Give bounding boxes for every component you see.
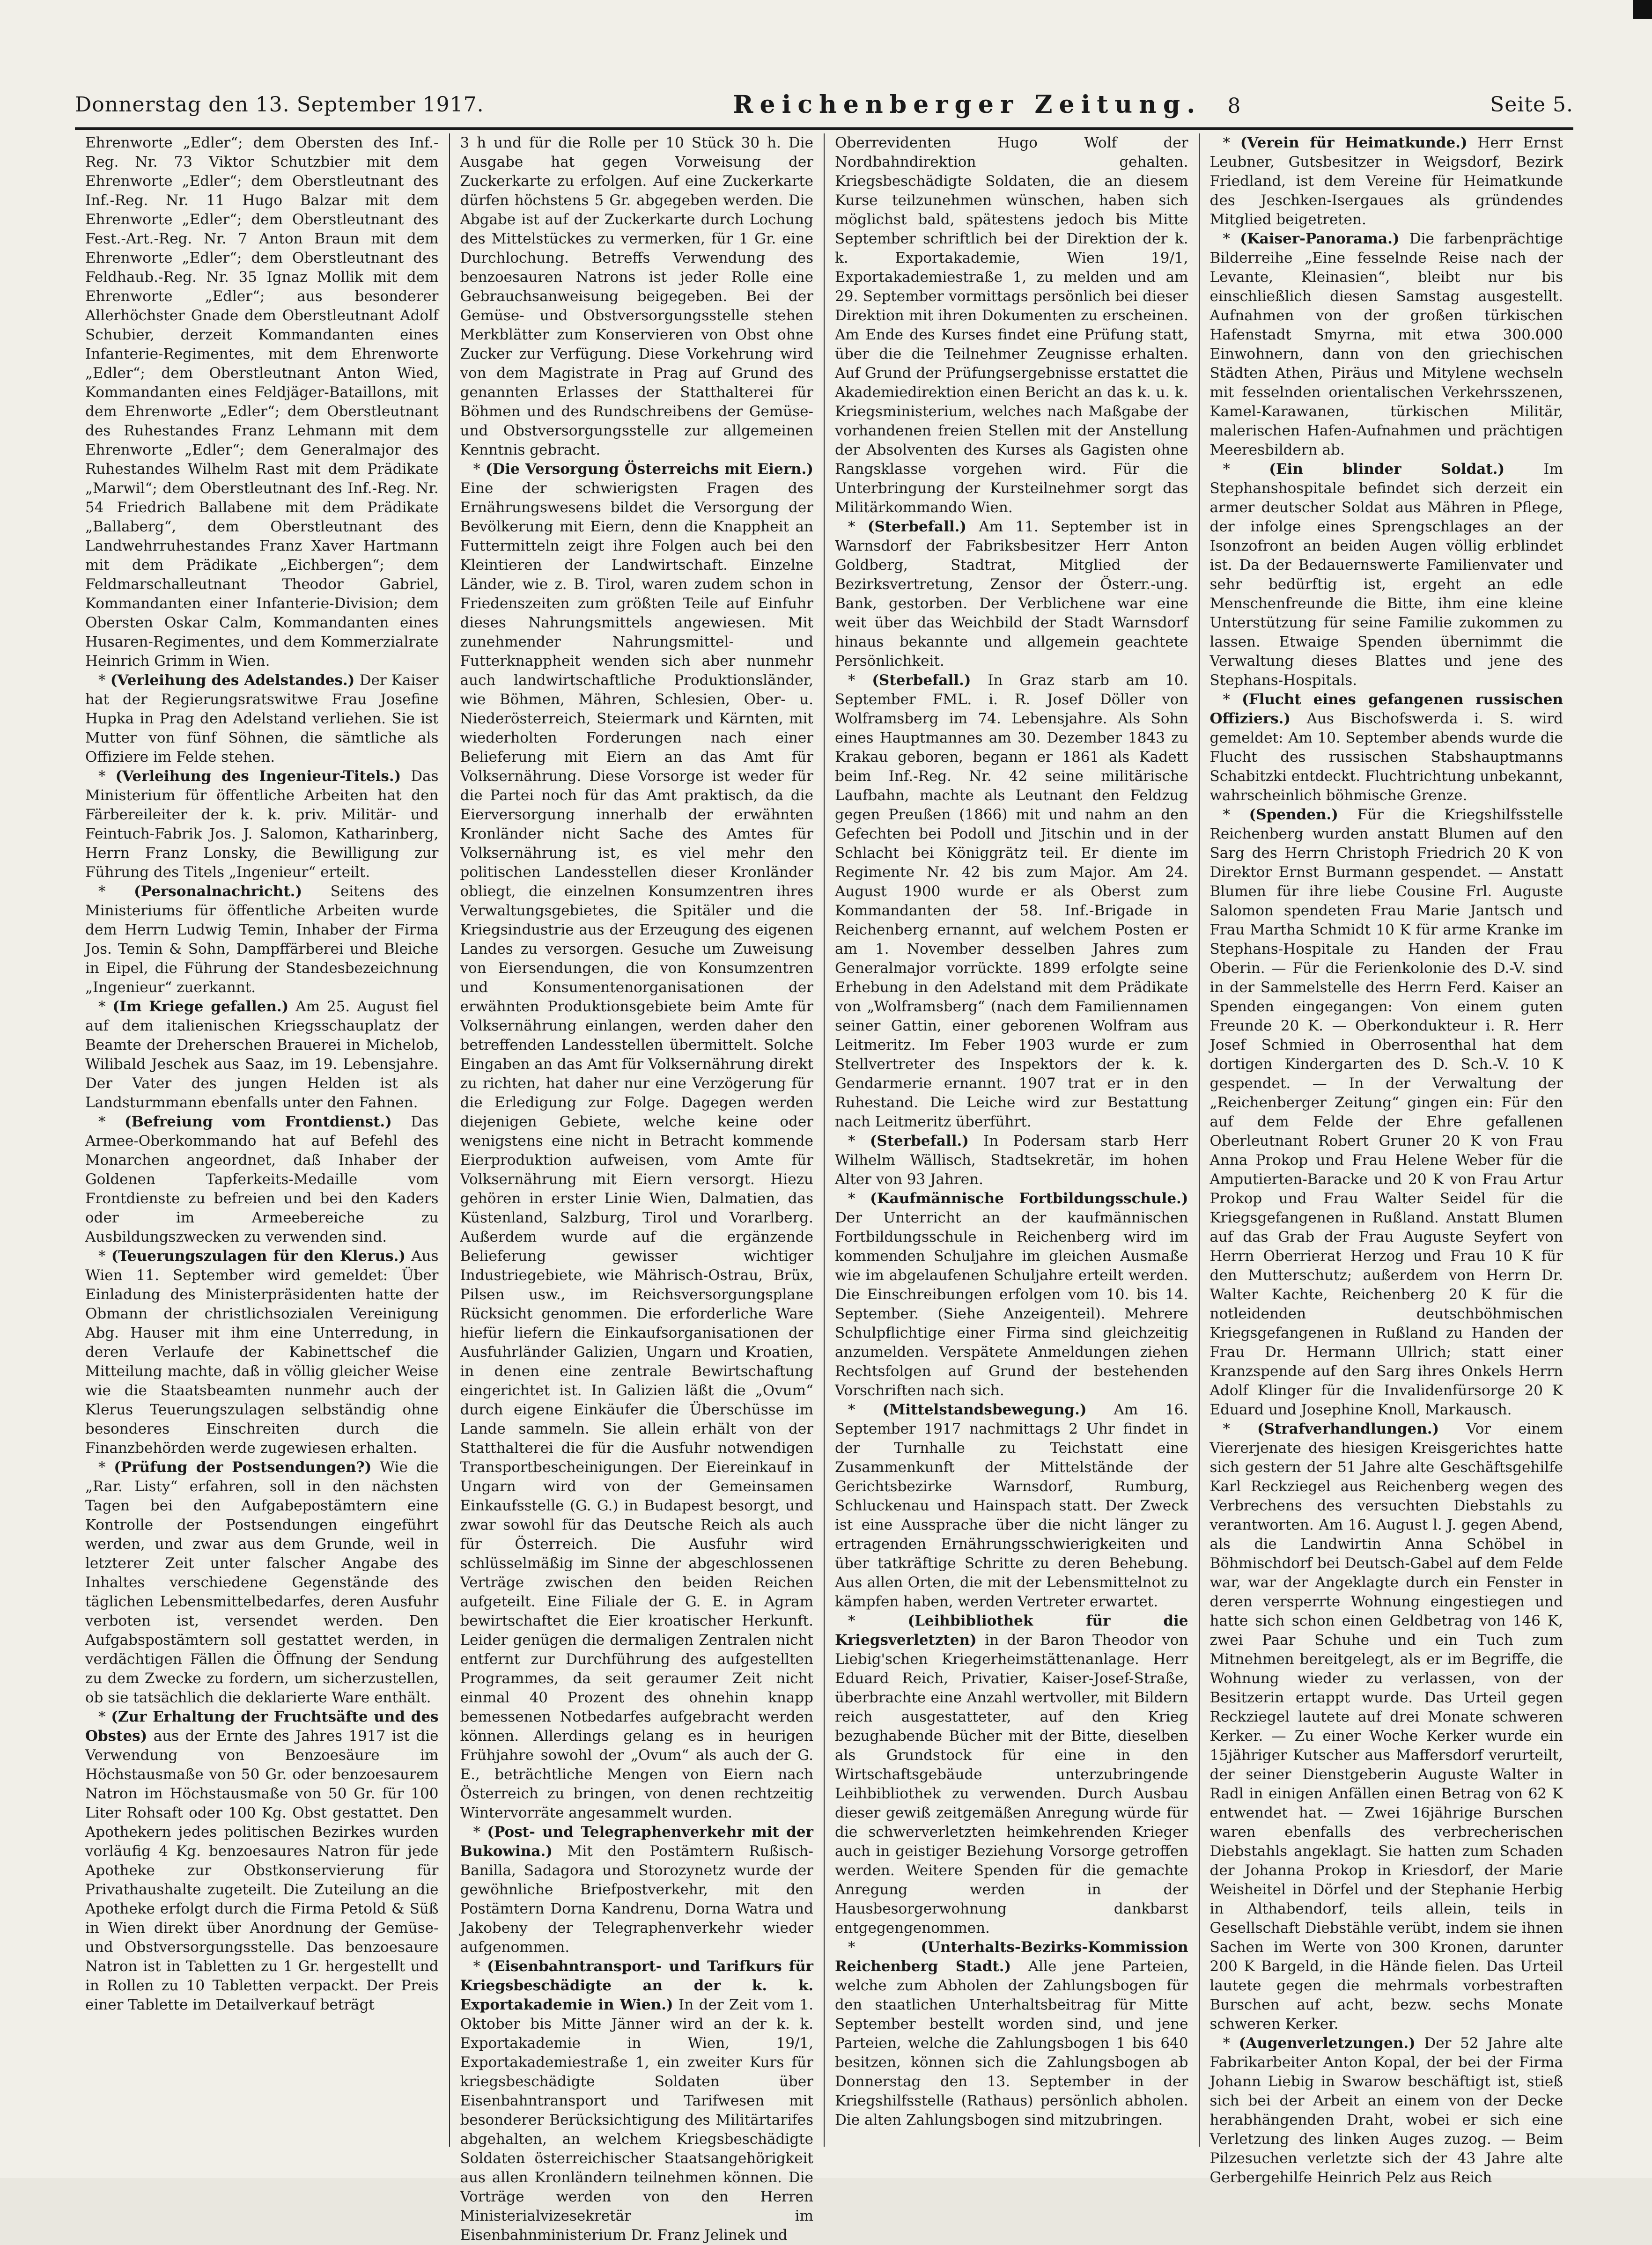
item-heading: (Augenverletzungen.) [1239, 2035, 1416, 2052]
item-body: Alle jene Parteien, welche zum Abholen der Zahlungsbogen für den staatlichen Unterhaltsbeitrag für Mitte September bestellt worden sind, und jene Parteien, welche die Zahlungsbogen 1 bis 640 besitzen, können sich die Zahlungsbogen ab Donnerstag den 13. September in der Kriegshilfsstelle (Rathaus) persönlich abholen. Die alten Zahlungsbogen sind mitzubringen. [835, 1958, 1188, 2128]
item-asterisk: * [473, 1824, 487, 1840]
item-body: 3 h und für die Rolle per 10 Stück 30 h. Die Ausgabe hat gegen Vorweisung der Zuckerkarte zu erfolgen. Auf eine Zuckerkarte dürfen höchstens 5 Gr. abgegeben werden. Die Abgabe ist auf der Zuckerkarte durch Lochung des Mittelstückes zu vermerken, für 1 Gr. eine Durchlochung. Betreffs Verwendung des benzoesauren Natrons ist jeder Rolle eine Gebrauchsanweisung beigegeben. Bei der Gemüse- und Obstversorgungsstelle stehen Merkblätter zum Konservieren von Obst ohne Zucker zur Verfügung. Diese Vorkehrung wird von dem Magistrate in Prag auf Grund des genannten Erlasses der Statthalterei für Böhmen und des Rundschreibens der Gemüse- und Obstversorgungsstelle zur allgemeinen Kenntnis gebracht. [460, 134, 813, 458]
item-heading: (Post- und Telegraphenverkehr mit der Bukowina.) [460, 1824, 813, 1860]
item-heading: (Ein blinder Soldat.) [1269, 461, 1505, 478]
issue-date: Donnerstag den 13. September 1917. [75, 92, 484, 117]
item-heading: (Kaufmännische Fortbildungsschule.) [870, 1190, 1188, 1207]
item-heading: (Leihbibliothek für die Kriegsverletzten) [835, 1612, 1188, 1649]
item-asterisk: * [98, 1708, 111, 1725]
column-2 [449, 133, 824, 2244]
item-asterisk: * [1223, 461, 1269, 478]
continued-text [460, 133, 814, 460]
page-header [75, 83, 1573, 125]
column-3 [824, 133, 1199, 2147]
item-heading: (Verleihung des Ingenieur-Titels.) [115, 768, 401, 785]
item-heading: (Sterbefall.) [867, 518, 967, 535]
item-asterisk: * [473, 461, 486, 478]
news-item [85, 671, 439, 767]
item-body: Wie die „Rar. Listy“ erfahren, soll in den nächsten Tagen bei den Aufgabepostämtern eine Kontrolle der Postsendungen eingeführt werden, und zwar aus dem Grunde, weil in letzterer Zeit unter falscher Angabe des Inhaltes verschiedene Gegenstände des täglichen Lebensmittelbedarfes, deren Ausfuhr verboten ist, versendet werden. Den Aufgabspostämtern soll gestattet werden, in verdächtigen Fällen die Öffnung der Sendung zu dem Zwecke zu fordern, um sicherzustellen, ob sie tatsächlich die deklarierte Ware enthält. [85, 1459, 439, 1706]
scan-corner-mark [1633, 0, 1652, 19]
item-body: Ehrenworte „Edler“; dem Obersten des Inf.-Reg. Nr. 73 Viktor Schutzbier mit dem Ehrenworte „Edler“; dem Oberstleutnant des Inf.-Reg. Nr. 11 Hugo Balzar mit dem Ehrenworte „Edler“; dem Oberstleutnant des Fest.-Art.-Reg. Nr. 7 Anton Braun mit dem Ehrenworte „Edler“; dem Oberstleutnant des Feldhaub.-Reg. Nr. 35 Ignaz Mollik mit dem Ehrenworte „Edler“; aus besonderer Allerhöchster Gnade dem Oberstleutnant Adolf Schubier, derzeit Kommandanten eines Infanterie-Regimentes, mit dem Ehrenworte „Edler“; dem Oberstleutnant Anton Wied, Kommandanten eines Feldjäger-Bataillons, mit dem Ehrenworte „Edler“; dem Oberstleutnant des Ruhestandes Franz Lehmann mit dem Ehrenworte „Edler“; dem Generalmajor des Ruhestandes Wilhelm Rast mit dem Prädikate „Marwil“; dem Oberstleutnant des Inf.-Reg. Nr. 54 Friedrich Ballabene mit dem Prädikate „Ballaberg“, dem Oberstleutnant des Landwehrruhestandes Franz Xaver Hartmann mit dem Prädikate „Eichbergen“; dem Feldmarschalleutnant Theodor Gabriel, Kommandanten einer Infanterie-Division; dem Obersten Oskar Calm, Kommandanten eines Husaren-Regimentes, und dem Kommerzialrate Heinrich Grimm in Wien. [85, 134, 439, 670]
item-body: Eine der schwierigsten Fragen des Ernährungswesens bildet die Versorgung der Bevölkerung mit Eiern, denn die Knappheit an Futtermitteln zeigt ihre Folgen auch bei den Kleintieren der Landwirtschaft. Einzelne Länder, wie z. B. Tirol, waren zudem schon in Friedenszeiten zum größten Teile auf Einfuhr dieses Nahrungsmittels angewiesen. Mit zunehmender Nahrungsmittel- und Futterknappheit wenden sich aber nunmehr auch landwirtschaftliche Produktionsländer, wie Böhmen, Mähren, Schlesien, Ober- u. Niederösterreich, Steiermark und Kärnten, mit wiederholten Forderungen nach einer Belieferung mit Eiern an das Amt für Volksernährung. Diese Vorsorge ist weder für die Partei noch für das Amt praktisch, da die Eierversorgung innerhalb der erwähnten Kronländer nicht Sache des Amtes für Volksernährung ist, es viel mehr den politischen Landesstellen dieser Kronländer obliegt, die einzelnen Konsumzentren ihres Verwaltungsgebietes, die Spitäler und die Kriegsindustrie aus der Erzeugung des eigenen Landes zu versorgen. Gesuche um Zuweisung von Eiersendungen, die von Konsumzentren und Konsumentenorganisationen der erwähnten Produktionsgebiete beim Amte für Volksernährung einlangen, werden daher den betreffenden Landesstellen übermittelt. Solche Eingaben an das Amt für Volksernährung direkt zu richten, hat daher nur eine Verzögerung für die Erledigung zur Folge. Dagegen werden diejenigen Gebiete, welche keine oder wenigstens eine nicht in Betracht kommende Eierproduktion aufweisen, vom Amte für Volksernährung mit Eiern versorgt. Hiezu gehören in erster Linie Wien, Dalmatien, das Küstenland, Salzburg, Tirol und Vorarlberg. Außerdem wurde auf die ergänzende Belieferung gewisser wichtiger Industriegebiete, wie Mährisch-Ostrau, Brüx, Pilsen usw., im Reichsversorgungsplane Rücksicht genommen. Die erforderliche Ware hiefür liefern die Einkaufsorganisationen der Ausfuhrländer Galizien, Ungarn und Kroatien, in denen eine zentrale Bewirtschaftung eingerichtet ist. In Galizien läßt die „Ovum“ durch eigene Einkäufer die Überschüsse im Lande sammeln. Sie allein erhält von der Statthalterei die für die Ausfuhr notwendigen Transportbescheinigungen. Der Eiereinkauf in Ungarn wird von der Gemeinsamen Einkaufsstelle (G. G.) in Budapest besorgt, und zwar sowohl für das Deutsche Reich als auch für Österreich. Die Ausfuhr wird schlüsselmäßig im Sinne der abgeschlossenen Verträge zwischen den beiden Reichen aufgeteilt. Eine Filiale der G. E. in Agram bewirtschaftet die Eier kroatischer Herkunft. Leider genügen die dermaligen Zentralen nicht entfernt zur Durchführung des aufgestellten Programmes, da seit geraumer Zeit nicht einmal 40 Prozent des ohnehin knapp bemessenen Notbedarfes aufgebracht werden können. Allerdings gelang es in heurigen Frühjahre sowohl der „Ovum“ als auch der G. E., beträchtliche Mengen von Eiern nach Österreich zu bringen, von denen rechtzeitig Wintervorräte angesammelt wurden. [460, 480, 813, 1821]
item-asterisk: * [1223, 134, 1240, 151]
item-heading: (Die Versorgung Österreichs mit Eiern.) [485, 461, 814, 478]
item-heading: (Prüfung der Postsendungen?) [114, 1459, 372, 1476]
item-body: In Graz starb am 10. September FML. i. R. Josef Döller von Wolframsberg im 74. Lebensjahre. Als Sohn eines Hauptmannes am 30. Dezember 1843 zu Krakau geboren, begann er 1861 als Kadett beim Inf.-Reg. Nr. 42 seine militärische Laufbahn, machte als Leutnant den Feldzug gegen Preußen (1866) mit und nahm an den Gefechten bei Podoll und Jitschin und in der Schlacht bei Königgrätz teil. Er diente im Regimente Nr. 42 bis zum Major. Am 24. August 1900 wurde er als Oberst zum Kommandanten der 58. Inf.-Brigade in Reichenberg ernannt, auf welchem Posten er am 1. November desselben Jahres zum Generalmajor vorrückte. 1899 erfolgte seine Erhebung in den Adelstand mit dem Prädikate von „Wolframsberg“ (nach dem Familiennamen seiner Gattin, einer geborenen Wolfram aus Leitmeritz. Im Feber 1903 wurde er zum Stellvertreter des Inspektors der k. k. Gendarmerie ernannt. 1907 trat er in den Ruhestand. Die Leiche wird zur Bestattung nach Leitmeritz überführt. [835, 672, 1188, 1130]
column-4 [1199, 133, 1574, 2186]
item-asterisk: * [98, 883, 134, 900]
item-asterisk: * [473, 1958, 487, 1975]
item-body: Der Unterricht an der kaufmännischen Fortbildungsschule in Reichenberg wird im kommenden Schuljahre im gleichen Ausmaße wie im abgelaufenen Schuljahre erteilt werden. Die Einschreibungen erfolgen vom 10. bis 14. September. (Siehe Anzeigenteil). Mehrere Schulpflichtige einer Firma sind gleichzeitig anzumelden. Verspätete Anmeldungen ziehen Rechtsfolgen auf Grund der bestehenden Vorschriften nach sich. [835, 1209, 1188, 1399]
item-heading: (Sterbefall.) [870, 1133, 969, 1149]
news-item [85, 1458, 439, 1708]
continued-text [835, 133, 1188, 517]
news-item [1210, 1420, 1564, 2034]
item-heading: (Teuerungszulagen für den Klerus.) [111, 1248, 406, 1265]
item-asterisk: * [848, 518, 868, 535]
news-item [460, 1823, 814, 1957]
page-number: Seite 5. [1490, 92, 1573, 117]
news-item [835, 1189, 1188, 1400]
item-heading: (Sterbefall.) [872, 672, 971, 689]
news-item [1210, 2034, 1564, 2187]
news-item [460, 460, 814, 1823]
issue-mark: 8 [1227, 94, 1241, 118]
item-body: Das Armee-Oberkommando hat auf Befehl des Monarchen angeordnet, daß Inhaber der Goldenen Tapferkeits-Medaille vom Frontdienste zu befreien und bei den Kaders oder im Armeebereiche zu Ausbildungszwecken zu verwenden sind. [85, 1113, 439, 1245]
item-body: Seitens des Ministeriums für öffentliche Arbeiten wurde dem Herrn Ludwig Temin, Inhaber der Firma Jos. Temin & Sohn, Dampffärberei und Bleiche in Eipel, die Führung der Standesbezeichnung „Ingenieur“ zuerkannt. [85, 883, 439, 996]
item-body: Oberrevidenten Hugo Wolf der Nordbahndirektion gehalten. Kriegsbeschädigte Soldaten, die an diesem Kurse teilzunehmen wünschen, haben sich möglichst bald, spätestens jedoch bis Mitte September schriftlich bei der Direktion der k. k. Exportakademie, Wien 19/1, Exportakademiestraße 1, zu melden und am 29. September vormittags persönlich bei dieser Direktion mit ihren Dokumenten zu erscheinen. Am Ende des Kurses findet eine Prüfung statt, über die die Teilnehmer Zeugnisse erhalten. Auf Grund der Prüfungsergebnisse erstattet die Akademiedirektion einen Bericht an das k. u. k. Kriegsministerium, welches nach Maßgabe der vorhandenen freien Stellen mit der Anstellung der Absolventen des Kurses als Gagisten ohne Rangsklasse vorgehen wird. Für die Unterbringung der Kursteilnehmer sorgt das Militärkommando Wien. [835, 134, 1188, 516]
continued-text [85, 133, 439, 671]
item-asterisk: * [98, 1459, 114, 1476]
item-body: Für die Kriegshilfsstelle Reichenberg wurden anstatt Blumen auf den Sarg des Herrn Christoph Friedrich 20 K von Direktor Ernst Burmann gespendet. — Anstatt Blumen für ihre liebe Cousine Frl. Auguste Salomon spendeten Frau Marie Jantsch und Frau Martha Schmidt 10 K für arme Kranke im Stephans-Hospitale zu Handen der Frau Oberin. — Für die Ferienkolonie des D.-V. sind in der Sammelstelle des Herrn Ferd. Kaiser an Spenden eingegangen: Von einem guten Freunde 20 K. — Oberkondukteur i. R. Herr Josef Schmied in Oberrosenthal hat dem dortigen Kindergarten des D. Sch.-V. 10 K gespendet. — In der Verwaltung der „Reichenberger Zeitung“ gingen ein: Für den auf dem Felde der Ehre gefallenen Oberleutnant Robert Gruner 20 K von Frau Anna Prokop und Frau Helene Weber für die Amputierten-Baracke und 20 K von Frau Artur Prokop und Frau Walter Seidel für die Kriegsgefangenen in Rußland. Anstatt Blumen auf das Grab der Frau Auguste Seyfert von Herrn Oberrierat Herzog und Frau 10 K für den Mutterschutz; außerdem von Herrn Dr. Walter Kachte, Reichenberg 20 K für die notleidenden deutschböhmischen Kriegsgefangenen in Rußland zu Handen der Frau Dr. Hermann Ullrich; statt einer Kranzspende auf den Sarg ihres Onkels Herrn Adolf Klinger für die Invalidenfürsorge 20 K Eduard und Josephine Knoll, Markausch. [1210, 806, 1564, 1418]
item-heading: (Mittelstandsbewegung.) [882, 1401, 1087, 1418]
item-body: Am 11. September ist in Warnsdorf der Fabriksbesitzer Herr Anton Goldberg, Stadtrat, Mitglied der Bezirksvertretung, Zensor der Österr.-ung. Bank, gestorben. Der Verblichene war eine weit über das Weichbild der Stadt Warnsdorf hinaus bekannte und allgemein geachtete Persönlichkeit. [835, 518, 1188, 670]
news-item [1210, 133, 1564, 229]
news-item [85, 767, 439, 882]
item-body: Aus Bischofswerda i. S. wird gemeldet: Am 10. September abends wurde die Flucht des russischen Stabshauptmanns Schabitzki entdeckt. Fluchtrichtung unbekannt, wahrscheinlich böhmische Grenze. [1210, 710, 1563, 804]
item-asterisk: * [1223, 230, 1240, 247]
item-asterisk: * [848, 672, 872, 689]
item-heading: (Personalnachricht.) [134, 883, 302, 900]
item-body: Der Kaiser hat der Regierungsratswitwe Frau Josefine Hupka in Prag den Adelstand verliehen. Sie ist Mutter von fünf Söhnen, die sämtliche als Offiziere im Felde stehen. [85, 672, 439, 766]
item-body: Der 52 Jahre alte Fabrikarbeiter Anton Kopal, der bei der Firma Johann Liebig in Swarow beschäftigt ist, stieß sich bei der Arbeit an einem von der Decke herabhängenden Draht, wobei er sich eine Verletzung des linken Auges zuzog. — Beim Pilzesuchen verletzte sich der 43 Jahre alte Gerbergehilfe Heinrich Pelz aus Reich [1210, 2035, 1563, 2186]
item-heading: (Spenden.) [1249, 806, 1338, 823]
news-item [835, 1400, 1188, 1612]
item-asterisk: * [848, 1190, 870, 1207]
item-heading: (Eisenbahntransport- und Tarifkurs für Kriegsbeschädigte an der k. k. Exportakademie in Wien.) [460, 1958, 813, 2013]
header-rule [75, 127, 1573, 130]
news-item [85, 1708, 439, 2015]
news-item [1210, 690, 1564, 805]
masthead-title: Reichenberger Zeitung. [733, 90, 1202, 119]
item-heading: (Flucht eines gefangenen russischen Offiziers.) [1210, 691, 1563, 727]
news-item [835, 1132, 1188, 1189]
item-body: Vor einem Viererjenate des hiesigen Kreisgerichtes hatte sich gestern der 51 Jahre alte Geschäftsgehilfe Karl Reckziegel aus Reichenberg wegen des Verbrechens des versuchten Diebstahls zu verantworten. Am 16. August l. J. gegen Abend, als die Landwirtin Anna Schöbel in Böhmischdorf bei Deutsch-Gabel auf dem Felde war, war der Angeklagte durch ein Fenster in deren versperrte Wohnung eingestiegen und hatte sich schon einen Geldbetrag von 146 K, zwei Paar Schuhe und ein Tuch zum Mitnehmen bereitgelegt, als er im Begriffe, die Wohnung wieder zu verlassen, von der Besitzerin ertappt wurde. Das Urteil gegen Reckziegel lautete auf drei Monate schweren Kerker. — Zu einer Woche Kerker wurde ein 15jähriger Kutscher aus Maffersdorf verurteilt, der seiner Dienstgeberin Auguste Walter in Radl in einigen Anfällen einen Betrag von 62 K entwendet hat. — Zwei 16jährige Burschen waren ebenfalls des verbrecherischen Diebstahls angeklagt. Sie hatten zum Schaden der Johanna Prokop in Kriesdorf, der Marie Weisheitel in Dörfel und der Stephanie Herbig in Althabendorf, teils allein, teils in Gesellschaft Diebstähle verübt, indem sie ihnen Sachen im Werte von 300 Kronen, darunter 200 K Bargeld, in die Hände fielen. Das Urteil lautete gegen die mehrmals vorbestraften Burschen auf acht, bezw. sechs Monate schweren Kerker. [1210, 1421, 1563, 2032]
news-item [835, 1938, 1188, 2130]
item-body: in der Baron Theodor von Liebig'schen Kriegerheimstättenanlage. Herr Eduard Reich, Privatier, Kaiser-Josef-Straße, überbrachte eine Anzahl wertvoller, mit Bildern reich ausgestatteter, auf den Krieg bezughabende Bücher mit der Bitte, dieselben als Grundstock für eine in den Wirtschaftsgebäude unterzubringende Leihbibliothek zu verwenden. Durch Ausbau dieser gewiß zeitgemäßen Anregung würde für die schwerverletzten heimkehrenden Krieger auch in geistiger Beziehung Vorsorge getroffen werden. Weitere Spenden für die gemachte Anregung werden in der Hausbesorgerwohnung dankbarst entgegengenommen. [835, 1632, 1188, 1936]
item-asterisk: * [98, 1113, 125, 1130]
item-body: Die farbenprächtige Bilderreihe „Eine fesselnde Reise nach der Levante, Kleinasien“, bleibt nur bis einschließlich diesen Samstag ausgestellt. Aufnahmen von der großen türkischen Hafenstadt Smyrna, mit etwa 300.000 Einwohnern, dann von den griechischen Städten Athen, Piräus und Mitylene wechseln mit fesselnden orientalischen Verkehrsszenen, Kamel-Karawanen, türkischen Militär, malerischen Hafen-Aufnahmen und prächtigen Meeresbildern ab. [1210, 230, 1563, 458]
item-body: Aus Wien 11. September wird gemeldet: Über Einladung des Ministerpräsidenten hatte der Obmann der christlichsozialen Vereinigung Abg. Hauser mit ihm eine Unterredung, in deren Verlaufe der Kabinettschef die Mitteilung machte, daß in völlig gleicher Weise wie die Staatsbeamten nunmehr auch der Klerus Teuerungszulagen selbständig ohne besonderes Einschreiten durch die Finanzbehörden werde zugewiesen erhalten. [85, 1248, 439, 1457]
news-item [1210, 460, 1564, 690]
news-item [835, 1612, 1188, 1938]
item-body: aus der Ernte des Jahres 1917 ist die Verwendung von Benzoesäure im Höchstausmaße von 50 Gr. oder benzoesaurem Natron im Höchstausmaße von 50 Gr. für 100 Liter Rohsaft oder 100 Kg. Obst gestattet. Den Apothekern jedes politischen Bezirkes wurden vorläufig 4 Kg. benzoesaures Natron für jede Apotheke zur Obstkonservierung für Privathaushalte zugeteilt. Die Zuteilung an die Apotheke erfolgt durch die Firma Petold & Süß in Wien direkt über Anordnung der Gemüse- und Obstversorgungsstelle. Das benzoesaure Natron ist in Tabletten zu 1 Gr. hergestellt und in Rollen zu 10 Tabletten verpackt. Der Preis einer Tablette im Detailverkauf beträgt [85, 1728, 439, 2013]
column-1 [75, 133, 449, 2147]
item-body: Im Stephanshospitale befindet sich derzeit ein armer deutscher Soldat aus Mähren in Pflege, der infolge eines Sprengschlages an der Isonzofront an beiden Augen völlig erblindet ist. Da der Bedauernswerte Familienvater und sehr bedürftig ist, ergeht an edle Menschenfreunde die Bitte, ihm eine kleine Unterstützung für seine Familie zukommen zu lassen. Etwaige Spenden übernimmt die Verwaltung dieses Blattes und jene des Stephans-Hospitals. [1210, 461, 1563, 689]
news-item [85, 1112, 439, 1247]
item-heading: (Verein für Heimatkunde.) [1240, 134, 1468, 151]
item-asterisk: * [98, 1248, 111, 1265]
news-item [1210, 805, 1564, 1420]
item-heading: (Unterhalts-Bezirks-Kommission Reichenberg Stadt.) [835, 1939, 1188, 1975]
item-asterisk: * [98, 768, 116, 785]
item-body: In der Zeit vom 1. Oktober bis Mitte Jänner wird an der k. k. Exportakademie in Wien, 19/1, Exportakademiestraße 1, ein zweiter Kurs für kriegsbeschädigte Soldaten über Eisenbahntransport und Tarifwesen mit besonderer Berücksichtigung des Militärtarifes abgehalten, an welchem Kriegsbeschädigte Soldaten österreichischer Staatsangehörigkeit aus allen Kronländern teilnehmen können. Die Vorträge werden von den Herren Ministerialvizesekretär im Eisenbahnministerium Dr. Franz Jelinek und [460, 1996, 813, 2244]
item-heading: (Kaiser-Panorama.) [1240, 230, 1400, 247]
news-item [85, 1247, 439, 1458]
item-asterisk: * [1223, 806, 1249, 823]
item-body: Am 16. September 1917 nachmittags 2 Uhr findet in der Turnhalle zu Teichstatt eine Zusammenkunft der Mittelstände der Gerichtsbezirke Warnsdorf, Rumburg, Schluckenau und Hainspach statt. Der Zweck ist eine Aussprache über die nicht länger zu ertragenden Ernährungsschwierigkeiten und über tatkräftige Schritte zu deren Behebung. Aus allen Orten, die mit der Lebensmittelnot zu kämpfen haben, werden Vertreter erwartet. [835, 1401, 1188, 1610]
news-item [85, 882, 439, 997]
item-asterisk: * [98, 672, 111, 689]
item-asterisk: * [98, 998, 113, 1015]
item-asterisk: * [848, 1612, 908, 1629]
news-item [85, 997, 439, 1112]
item-heading: (Befreiung vom Frontdienst.) [124, 1113, 392, 1130]
item-heading: (Zur Erhaltung der Fruchtsäfte und des Obstes) [85, 1708, 439, 1744]
item-body: Am 25. August fiel auf dem italienischen Kriegsschauplatz der Beamte der Dreherschen Brauerei in Michelob, Wilibald Jeschek aus Saaz, im 19. Lebensjahre. Der Vater des jungen Helden ist als Landsturmmann ebenfalls unter den Fahnen. [85, 998, 439, 1111]
item-body: Das Ministerium für öffentliche Arbeiten hat den Färbereileiter der k. k. priv. Militär- und Feintuch-Fabrik Jos. J. Salomon, Katharinberg, Herrn Franz Lonsky, die Bewilligung zur Führung des Titels „Ingenieur“ erteilt. [85, 768, 439, 881]
item-heading: (Verleihung des Adelstandes.) [110, 672, 355, 689]
item-asterisk: * [1223, 2035, 1239, 2052]
news-item [1210, 229, 1564, 460]
news-item [835, 671, 1188, 1132]
item-body: Mit den Postämtern Rußisch-Banilla, Sadagora und Storozynetz wurde der gewöhnliche Briefpostverkehr, mit den Postämtern Dorna Kandrenu, Dorna Watra und Jakobeny der Telegraphenverkehr wieder aufgenommen. [460, 1843, 813, 1956]
item-asterisk: * [1223, 691, 1242, 708]
article-columns [75, 133, 1573, 2244]
item-asterisk: * [848, 1401, 883, 1418]
item-body: In Podersam starb Herr Wilhelm Wällisch, Stadtsekretär, im hohen Alter von 93 Jahren. [835, 1133, 1188, 1188]
item-heading: (Im Kriege gefallen.) [112, 998, 289, 1015]
item-asterisk: * [848, 1939, 921, 1956]
item-body: Herr Ernst Leubner, Gutsbesitzer in Weigsdorf, Bezirk Friedland, ist dem Vereine für Heimatkunde des Jeschken-Isergaues als gründendes Mitglied beigetreten. [1210, 134, 1563, 228]
news-item [460, 1957, 814, 2245]
item-asterisk: * [1223, 1421, 1257, 1437]
item-asterisk: * [848, 1133, 870, 1149]
news-item [835, 517, 1188, 671]
item-heading: (Strafverhandlungen.) [1257, 1421, 1439, 1437]
